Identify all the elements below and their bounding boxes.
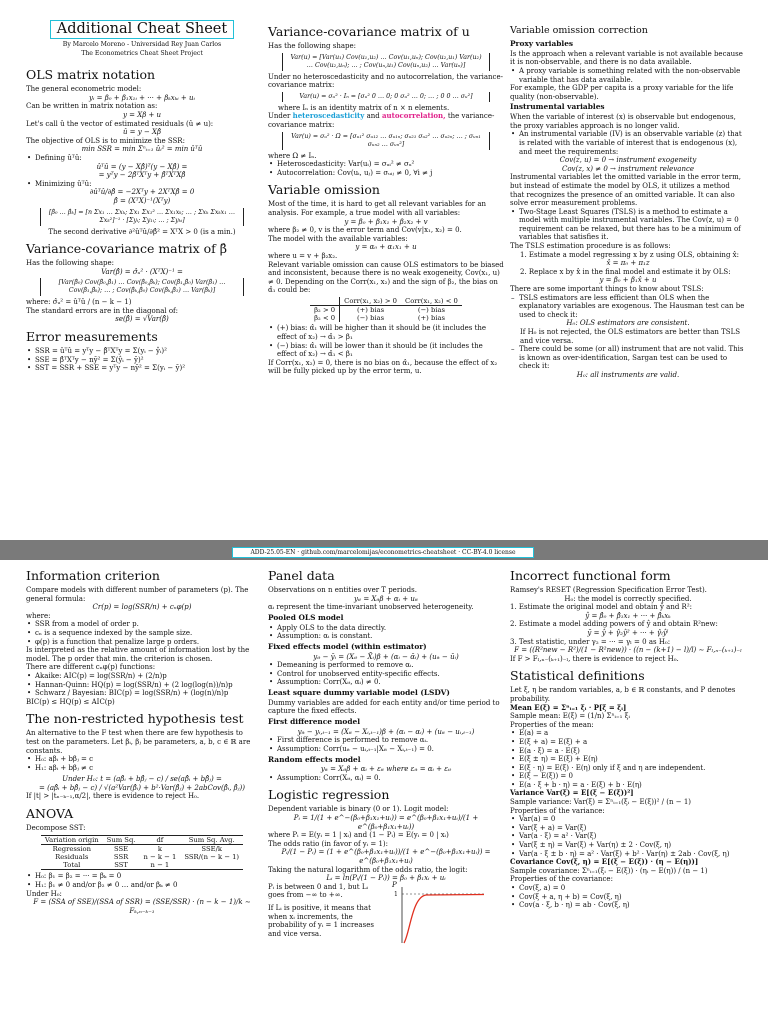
list-item: • E(ξ + a) = E(ξ) + a — [510, 738, 746, 747]
equation: y = β₀ + β₁x₁ + β₂x₂ + v — [344, 217, 428, 226]
equation: H₀: OLS estimators are consistent. — [566, 319, 690, 328]
table-cell — [310, 297, 340, 306]
section-title-variable-omission: Variable omission — [268, 182, 380, 198]
list-item: • Two-Stage Least Squares (TSLS) is a method to estimate a model with multiple instrumental variables. The Cov(z, u) = 0 requirement can be relaxed, but there has to be a minimum of variables that satisfies it. — [510, 208, 746, 242]
paragraph: The objective of OLS is to minimize the SSR: — [26, 136, 185, 145]
table-cell: k — [157, 844, 162, 853]
page1-column-1 — [26, 0, 258, 373]
table-cell: (−) bias — [356, 314, 385, 323]
list-item: • E(a · ξ + b · η) = a · E(ξ) + b · E(η) — [510, 781, 746, 790]
table-cell: SST — [114, 861, 128, 870]
list-item: • Cov(ξ + a, η + b) = Cov(ξ, η) — [510, 893, 746, 902]
list-item: • Assumption: Corr(uᵢₜ − uᵢ,ₜ₋₁|Xᵢₜ − Xᵢ,ₜ₋₁) = 0. — [268, 745, 504, 754]
list-item: • A proxy variable is something related with the non-observable variable that has data available. — [510, 67, 746, 84]
table-header: Sum Sq. — [106, 835, 136, 844]
table-cell: Residuals — [55, 853, 89, 862]
table-header: Sum Sq. Avg. — [188, 835, 235, 844]
paragraph: where: — [26, 611, 51, 620]
list-item: • Cov(ξ, a) = 0 — [510, 884, 746, 893]
paragraph: Is the approach when a relevant variable is not available because it is non-observable, and there is no data available. — [510, 49, 743, 67]
table-cell: SSE — [113, 844, 129, 853]
section-title-non-restricted-test: The non-restricted hypothesis test — [26, 711, 244, 727]
list-item: • H₀: aβᵢ + bβⱼ = c — [26, 755, 258, 764]
autocorrelation-term: autocorrelation, — [382, 111, 446, 121]
paragraph: An alternative to the F test when there are few hypothesis to test on the parameters. Let βᵢ, βⱼ be parameters, a, b, c ∈ ℝ are constants. — [26, 729, 251, 755]
paragraph: Decompose SST: — [26, 824, 86, 833]
paragraph: Pᵢ is between 0 and 1, but Lᵢ goes from −∞ to +∞. — [268, 882, 368, 900]
section-title-omission-correction: Variable omission correction — [510, 25, 648, 36]
table-header: Variation origin — [44, 835, 99, 844]
text: the variance-covariance matrix: — [268, 112, 495, 129]
paragraph: Has the following shape: — [268, 42, 356, 50]
paragraph: The odds ratio (in favor of yᵢ = 1): — [268, 839, 389, 848]
list-item: • SSR = ûᵀû = yᵀy − β̂ᵀXᵀy = Σ(yᵢ − ŷᵢ)² — [26, 347, 258, 356]
list-item: • Var(a · ξ) = a² · Var(ξ) — [510, 832, 746, 841]
paragraph: where Iₙ is an identity matrix of n × n elements. — [278, 103, 450, 112]
equation: = (aβ̂ᵢ + bβ̂ⱼ − c) / √(a²Var(β̂ᵢ) + b²·Var(β̂ⱼ) + 2abCov(β̂ᵢ, β̂ⱼ)) — [39, 783, 245, 792]
list-item: • H₁: aβᵢ + bβⱼ ≠ c — [26, 764, 258, 773]
list-item: • Heteroscedasticity: Var(uᵢ) = σᵤᵢ² ≠ σᵤ² — [268, 160, 504, 169]
list-item: – There could be some (or all) instrument that are not valid. This is known as over-identification, Sargan test can be used to check it: — [510, 345, 746, 371]
table-cell: n − 1 — [150, 861, 170, 870]
paragraph: Compare models with different number of parameters (p). The general formula: — [26, 586, 249, 603]
equation: û = y − Xβ̂ — [122, 128, 162, 137]
list-item: • Var(ξ ± η) = Var(ξ) + Var(η) ± 2 · Cov(ξ, η) — [510, 841, 746, 850]
list-item: • (−) bias: α̂₁ will be lower than it should be (it includes the effect of x₂) → α̂₁ < β₁ — [268, 342, 504, 359]
bullet-list — [26, 872, 258, 889]
list-item: – TSLS estimators are less efficient than OLS when the explanatory variables are exogenous. The Hausman test can be used to check it: — [510, 294, 746, 320]
section-title-information-criterion: Information criterion — [26, 568, 160, 583]
table-row — [41, 844, 243, 853]
list-item: • Akaike: AIC(p) = log(SSR/n) + (2/n)p — [26, 672, 258, 681]
project-line: The Econometrics Cheat Sheet Project — [81, 49, 203, 57]
section-title-logistic-regression: Logistic regression — [268, 787, 390, 803]
page2-column-3 — [510, 560, 746, 910]
paragraph: αᵢ represent the time-invariant unobserved heterogeneity. — [268, 603, 474, 612]
paragraph: where u = v + β₂x₂. — [268, 251, 338, 260]
matrix-equation: Var(u) = σᵤ² · Iₙ = [σᵤ² 0 … 0; 0 σᵤ² … 0; … ; 0 0 … σᵤ²] — [282, 92, 490, 102]
bullet-list — [510, 67, 746, 84]
text: and — [366, 112, 380, 121]
document-title: Additional Cheat Sheet — [50, 20, 234, 39]
list-item: • H₁: β₁ ≠ 0 and/or β₂ ≠ 0 … and/or βₖ ≠ 0 — [26, 881, 258, 890]
list-item: • E(a · ξ) = a · E(ξ) — [510, 747, 746, 756]
paragraph: Can be written in matrix notation as: — [26, 102, 158, 111]
table-row — [41, 853, 243, 861]
bullet-list — [268, 160, 504, 177]
subsection-title-proxy: Proxy variables — [510, 39, 574, 48]
table-cell: (−) bias — [417, 306, 446, 315]
definition-mean: Mean E(ξ) = Σⁿᵢ₌₁ ξᵢ · P[ξ = ξᵢ] — [510, 702, 627, 712]
paragraph: Sample covariance: Σⁿᵢ₌₁(ξᵢ − E(ξ)) · (ηᵢ − E(η)) / (n − 1) — [510, 866, 708, 875]
paragraph: When the variable of interest (x) is observable but endogenous, the proxy variables approach is no longer valid. — [510, 113, 736, 130]
table-header: Corr(x₁, x₂) > 0 — [344, 296, 397, 305]
paragraph: The general econometric model: — [26, 85, 142, 94]
bullet-list — [268, 661, 504, 687]
cheatsheet-page-2 — [0, 560, 768, 1024]
list-item: • cₙ is a sequence indexed by the sample size. — [26, 629, 258, 638]
logistic-curve-svg — [380, 880, 490, 943]
bullet-list — [26, 347, 258, 373]
equation: yᵢₜ − ȳᵢ = (Xᵢₜ − X̄ᵢ)β + (αᵢ − ᾱᵢ) + (uᵢₜ − ūᵢ) — [313, 652, 459, 661]
bullet-list — [26, 180, 258, 189]
table-cell: Regression — [52, 844, 91, 853]
definition-variance: Variance Var(ξ) = E[(ξ − E(ξ))²] — [510, 788, 634, 798]
table-cell: n − k − 1 — [143, 853, 177, 862]
list-item: • Defining ûᵀû: — [26, 154, 258, 163]
bullet-list — [268, 774, 504, 783]
bullet-list — [268, 736, 504, 753]
list-item: • Var(ξ + a) = Var(ξ) — [510, 824, 746, 833]
equation: F = ((R²new − R²)/(1 − R²new)) · ((n − (k+1) − l)/l) ∼ Fₗ,ₙ₋(ₖ₊₁)₋ₗ — [514, 646, 742, 655]
paragraph: Sample variance: Var(ξ) = Σⁿᵢ₌₁(ξᵢ − E(ξ))² / (n − 1) — [510, 798, 692, 807]
table-cell: (+) bias — [417, 314, 446, 323]
equation: Cov(z, x) ≠ 0 → instrument relevance — [561, 164, 695, 173]
equation: ûᵀû = (y − Xβ̂)ᵀ(y − Xβ̂) = — [96, 162, 188, 171]
paragraph: The TSLS estimation procedure is as follows: — [510, 242, 671, 251]
equation: x̂ = π₀ + π₁z — [606, 259, 650, 268]
table-row — [310, 306, 462, 315]
table-cell — [180, 861, 243, 870]
paragraph: The standard errors are in the diagonal of: — [26, 306, 178, 315]
dash-list — [510, 345, 746, 371]
list-item: • First difference is performed to remove αᵢ. — [268, 736, 504, 745]
step: 3. Test statistic, under γ₂ = ··· = γₗ = 0 as H₀: — [510, 637, 671, 646]
bullet-list — [26, 755, 258, 772]
equation: β̂ = (XᵀX)⁻¹(Xᵀy) — [113, 196, 171, 205]
section-title-error-measurements: Error measurements — [26, 329, 158, 345]
list-item: • Demeaning is performed to remove αᵢ. — [268, 661, 504, 670]
table-cell: Total — [63, 861, 81, 870]
bullet-list — [510, 884, 746, 910]
equation: Lᵢ = ln(Pᵢ/(1 − Pᵢ)) = β₀ + β₁xᵢ + uᵢ — [326, 874, 446, 883]
bullet-list — [26, 620, 258, 646]
equation: yᵢₜ = Xᵢₜβ + αᵢ + uᵢₜ — [354, 594, 418, 603]
section-title-ols: OLS matrix notation — [26, 67, 156, 83]
list-item: • E(ξ · η) = E(ξ) · E(η) only if ξ and η are independent. — [510, 764, 746, 773]
table-header: df — [156, 835, 164, 844]
list-item: • Cov(a · ξ, b · η) = ab · Cov(ξ, η) — [510, 901, 746, 910]
subsection-title-first-difference: First difference model — [268, 716, 361, 726]
list-item: • Autocorrelation: Cov(uᵢ, uⱼ) = σᵤᵢⱼ ≠ 0, ∀i ≠ j — [268, 169, 504, 178]
equation: min SSR = min Σⁿᵢ₌₁ ûᵢ² = min ûᵀû — [81, 145, 203, 154]
equation: yᵢₜ = Xᵢₜβ + αᵢ + εᵢₜ where εᵢₜ = αᵢ + εᵢₜ — [320, 765, 452, 774]
matrix-equation: Var(u) = [Var(u₁) Cov(u₁,u₂) … Cov(u₁,uₙ); Cov(u₂,u₁) Var(u₂) … Cov(u₂,uₙ); … ; Cov(uₙ,u₁) Cov(uₙ,u₂) … Var(uₙ)] — [282, 53, 490, 71]
table-header: Corr(x₁, x₂) < 0 — [405, 296, 458, 305]
paragraph: If Lᵢ is positive, it means that when xᵢ increments, the probability of yᵢ = 1 increases and vice versa. — [268, 904, 374, 938]
table-cell: β₂ < 0 — [310, 314, 340, 322]
table-header-row — [41, 835, 243, 844]
paragraph: Dummy variables are added for each entity and/or time period to capture the fixed effects. — [268, 698, 500, 716]
equation: Under H₀: t = (aβ̂ᵢ + bβ̂ⱼ − c) / se(aβ̂ᵢ + bβ̂ⱼ) = — [62, 775, 222, 784]
paragraph: If Corr(x₁, x₂) = 0, there is no bias on α̂₁, because the effect of x₂ will be fully picked up by the error term, u. — [268, 358, 498, 376]
paragraph: If |t| > |tₙ₋ₖ₋₁,α/2|, there is evidence to reject H₀. — [26, 792, 200, 801]
paragraph: BIC(p) ≤ HQ(p) ≤ AIC(p) — [26, 697, 115, 706]
paragraph: Sample mean: E(ξ) = (1/n) Σⁿᵢ₌₁ ξᵢ — [510, 712, 630, 721]
equation: Cr(p) = log(SSR/n) + cₙφ(p) — [92, 603, 192, 612]
list-item: • An instrumental variable (IV) is an observable variable (z) that is related with the variable of interest that is endogenous (x), and meet the requirements: — [510, 130, 746, 156]
page1-column-2 — [268, 0, 504, 376]
section-title-statistical-definitions: Statistical definitions — [510, 668, 645, 684]
equation: Var(β̂) = σ̂ᵤ² · (XᵀX)⁻¹ = — [101, 267, 183, 276]
logistic-curve-line — [404, 894, 484, 943]
bullet-list — [510, 208, 746, 242]
subsection-title-fixed-effects: Fixed effects model (within estimator) — [268, 641, 427, 651]
paragraph: The model with the available variables: — [268, 234, 408, 243]
list-item: • SSE = β̂ᵀXᵀy − nȳ² = Σ(ŷᵢ − ȳ)² — [26, 356, 258, 365]
section-title-panel-data: Panel data — [268, 568, 335, 583]
section-title-vcov-beta: Variance-covariance matrix of β̂ — [26, 241, 227, 257]
list-item: • E(ξ − E(ξ)) = 0 — [510, 772, 746, 781]
subsection-title-lsdv: Least square dummy variable model (LSDV) — [268, 687, 450, 697]
equation: y = Xβ + u — [122, 110, 162, 119]
paragraph: There are different cₙφ(p) functions: — [26, 663, 156, 672]
table-row — [41, 861, 243, 870]
logit-block — [268, 880, 504, 943]
page1-column-3 — [510, 0, 746, 380]
page-footer[interactable]: ADD-25.05-EN · github.com/marcelomijas/econometrics-cheatsheet · CC-BY-4.0 license — [232, 547, 534, 558]
paragraph: Is interpreted as the relative amount of information lost by the model. The p order that min. the criterion is chosen. — [26, 646, 250, 663]
list-item: • H₀: β₁ = β₂ = ··· = βₖ = 0 — [26, 872, 258, 881]
bullet-list — [268, 624, 504, 641]
table-cell: SSR — [113, 853, 129, 862]
list-item: • Control for unobserved entity-specific effects. — [268, 670, 504, 679]
paragraph: Under no heteroscedasticity and no autocorrelation, the variance-covariance matrix: — [268, 72, 503, 90]
list-item: • Var(a) = 0 — [510, 815, 746, 824]
subsection-title-random-effects: Random effects model — [268, 754, 361, 764]
equation: = yᵀy − 2β̂ᵀXᵀy + β̂ᵀXᵀXβ̂ — [98, 171, 186, 180]
paragraph: Properties of the covariance: — [510, 875, 613, 884]
logistic-curve-plot — [380, 880, 490, 943]
table-cell: (+) bias — [356, 306, 385, 315]
list-item: • Apply OLS to the data directly. — [268, 624, 504, 633]
paragraph: Dependent variable is binary (0 or 1). Logit model: — [268, 805, 449, 814]
step: 2. Replace x by x̂ in the final model and estimate it by OLS: — [520, 267, 731, 276]
paragraph: Most of the time, it is hard to get all relevant variables for an analysis. For example, a true model with all variables: — [268, 200, 487, 217]
equation: Cov(z, u) = 0 → instrument exogeneity — [559, 156, 697, 165]
list-item: • Assumption: Corr(Xᵢₜ, αᵢ) ≠ 0. — [268, 678, 504, 687]
list-item: • Var(a · ξ ± b · η) = a² · Var(ξ) + b² · Var(η) ± 2ab · Cov(ξ, η) — [510, 850, 746, 859]
matrix-equation: [β̂₀ … β̂ₖ] = [n Σx₁ … Σxₖ; Σx₁ Σx₁² … Σx₁xₖ; … ; Σxₖ Σxₖx₁ … Σxₖ²]⁻¹ · [Σyᵢ; Σy₁ᵢ; … ; Σyₖᵢ] — [40, 208, 244, 226]
equation: y = α₀ + α₁x₁ + u — [355, 243, 417, 252]
paragraph: Observations on n entities over T periods. — [268, 586, 417, 594]
paragraph: For example, the GDP per capita is a proxy variable for the life quality (non-observable). — [510, 84, 734, 101]
paragraph: H₀: the model is correctly specified. — [564, 594, 692, 603]
paragraph: where Ω ≠ Iₙ. — [268, 151, 317, 160]
equation: se(β̂) = √Var(β̂) — [115, 315, 169, 324]
list-item: • SSR from a model of order p. — [26, 620, 258, 629]
text: Under — [268, 112, 291, 121]
step: 2. Estimate a model adding powers of ŷ and obtain R²new: — [510, 620, 718, 629]
anova-table — [41, 835, 243, 871]
heteroscedasticity-term: heteroscedasticity — [292, 111, 365, 121]
equation: ŷ = β̂₀ + β̂₁x₁ + ··· + β̂ₖxₖ — [585, 611, 671, 620]
equation: ∂ûᵀû/∂β̂ = −2Xᵀy + 2XᵀXβ̂ = 0 — [89, 188, 195, 197]
equation: y = β₀ + β₁x̂ + u — [599, 276, 657, 285]
paragraph: Properties of the mean: — [510, 720, 594, 729]
bullet-list — [26, 154, 258, 163]
list-item: • Schwarz / Bayesian: BIC(p) = log(SSR/n) + (log(n)/n)p — [26, 689, 258, 698]
dash-list — [510, 294, 746, 320]
paragraph: If F > Fₗ,ₙ₋(ₖ₊₁)₋ₗ, there is evidence to reject H₀. — [510, 654, 679, 663]
table-cell: β₂ > 0 — [310, 306, 340, 315]
paragraph: Relevant variable omission can cause OLS estimators to be biased and inconsistent, because there is no weak exogeneity, Cov(x₁, u) ≠ 0. Depending on the Corr(x₁, x₂) and the sign of β₂, the bias on α̂₁ could be: — [268, 260, 504, 295]
paragraph: Let's call û the vector of estimated residuals (û ≠ u): — [26, 119, 214, 128]
equation: yᵢₜ − yᵢ,ₜ₋₁ = (Xᵢₜ − Xᵢ,ₜ₋₁)β + (αᵢ − αᵢ) + (uᵢₜ − uᵢ,ₜ₋₁) — [297, 727, 475, 736]
paragraph: If H₀ is not rejected, the OLS estimators are better than TSLS and vice versa. — [520, 328, 741, 345]
list-item: • Assumption: αᵢ is constant. — [268, 632, 504, 641]
list-item: • SST = SSR + SSE = yᵀy − nȳ² = Σ(yᵢ − ȳ)² — [26, 364, 258, 373]
list-item: • Hannan-Quinn: HQ(p) = log(SSR/n) + (2 log(log(n))/n)p — [26, 681, 258, 690]
bullet-list — [510, 130, 746, 156]
paragraph: where β₂ ≠ 0, v is the error term and Cov(v|x₁, x₂) = 0. — [268, 226, 462, 235]
author-line: By Marcelo Moreno - Universidad Rey Juan Carlos — [62, 41, 222, 48]
paragraph: Ramsey's RESET (Regression Specification Error Test). — [510, 586, 707, 594]
paragraph: Properties of the variance: — [510, 806, 605, 815]
paragraph: Under H₀: — [26, 889, 62, 898]
matrix-equation: [Var(β̂₀) Cov(β̂₀,β̂₁) … Cov(β̂₀,β̂ₖ); Cov(β̂₁,β̂₀) Var(β̂₁) … Cov(β̂₁,β̂ₖ); … ; Cov(β̂ₖ,β̂₀) Cov(β̂ₖ,β̂₁) … Var(β̂ₖ)] — [40, 278, 244, 296]
logit-text — [268, 883, 380, 943]
matrix-equation: Var(u) = σᵤ² · Ω = [σᵤ₁² σᵤ₁₂ … σᵤ₁ₙ; σᵤ₂₁ σᵤ₂² … σᵤ₂ₙ; … ; σᵤₙ₁ σᵤₙ₂ … σᵤₙ²] — [282, 132, 490, 150]
section-title-anova: ANOVA — [26, 806, 74, 822]
plot-axis-label: P — [392, 880, 397, 889]
subsection-title-pooled-ols: Pooled OLS model — [268, 612, 344, 622]
paragraph: where: σ̂ᵤ² = ûᵀû / (n − k − 1) — [26, 298, 132, 307]
bias-table — [310, 297, 462, 323]
table-row — [310, 314, 462, 322]
paragraph: The second derivative ∂²ûᵀû/∂β̂² = XᵀX > 0 (is a min.) — [48, 227, 236, 236]
section-title-vcov-u: Variance-covariance matrix of u — [268, 24, 470, 39]
equation: Pᵢ/(1 − Pᵢ) = (1 + e^(β₀+β₁x₁+uᵢ))/(1 + e^−(β₀+β₁x₁+uᵢ)) = e^(β₀+β₁x₁+uᵢ) — [281, 848, 491, 866]
table-cell: SSE/k — [201, 844, 222, 853]
list-item: • Assumption: Corr(Xᵢₜ, αᵢ) = 0. — [268, 774, 504, 783]
bullet-list — [26, 672, 258, 698]
equation: H₀: all instruments are valid. — [576, 370, 680, 379]
paragraph: where Pᵢ = E(yᵢ = 1 | xᵢ) and (1 − Pᵢ) = E(yᵢ = 0 | xᵢ) — [268, 831, 449, 840]
step: 1. Estimate the original model and obtain ŷ and R²: — [510, 603, 692, 612]
list-item: • Minimizing ûᵀû: — [26, 180, 258, 189]
list-item: • E(ξ ± η) = E(ξ) + E(η) — [510, 755, 746, 764]
list-item: • (+) bias: α̂₁ will be higher than it should be (it includes the effect of x₂) → α̂₁ > β₁ — [268, 324, 504, 341]
paragraph: Taking the natural logarithm of the odds ratio, the logit: — [268, 865, 468, 874]
bullet-list — [510, 815, 746, 858]
list-item: • φ(p) is a function that penalize large p orders. — [26, 638, 258, 647]
paragraph: Has the following shape: — [26, 259, 114, 268]
equation: Pᵢ = 1/(1 + e^−(β₀+β₁x₁+uᵢ)) = e^(β₀+β₁x₁+uᵢ)/(1 + e^(β₀+β₁x₁+uᵢ)) — [293, 814, 479, 831]
page2-column-2 — [268, 560, 504, 943]
list-item: • E(a) = a — [510, 729, 746, 738]
page2-column-1 — [26, 560, 258, 915]
equation: yᵢ = β₀ + β₁x₁ᵢ + ··· + βₖxₖᵢ + uᵢ — [89, 93, 195, 102]
table-cell: SSR/(n − k − 1) — [184, 853, 240, 862]
bullet-list — [510, 729, 746, 789]
step: 1. Estimate a model regressing x by z using OLS, obtaining x̂: — [520, 250, 739, 259]
definition-covariance: Covariance Cov(ξ, η) = E[(ξ − E(ξ)) · (η − E(η))] — [510, 857, 699, 867]
plot-tick-label: 1 — [394, 890, 398, 898]
section-title-functional-form: Incorrect functional form — [510, 568, 671, 583]
paragraph — [268, 112, 504, 129]
paragraph: There are some important things to know about TSLS: — [510, 285, 704, 294]
bullet-list — [268, 324, 504, 358]
paragraph: Instrumental variables let the omitted variable in the error term, but instead of estimate the model by OLS, it utilizes a method that recognizes the presence of an omitted variable. It can also solve error measurement problems. — [510, 173, 741, 208]
equation: ỹ = ŷ + γ̂₂ŷ² + ··· + γ̂ₗŷˡ — [587, 628, 669, 637]
subsection-title-iv: Instrumental variables — [510, 102, 605, 112]
paragraph: Let ξ, η be random variables, a, b ∈ ℝ constants, and P denotes probability. — [510, 686, 736, 703]
equation: F = (SSA of SSE)/(SSA of SSR) = (SSE/SSR) · (n − k − 1)/k ∼ Fₖ,ₙ₋ₖ₋₁ — [33, 898, 251, 915]
